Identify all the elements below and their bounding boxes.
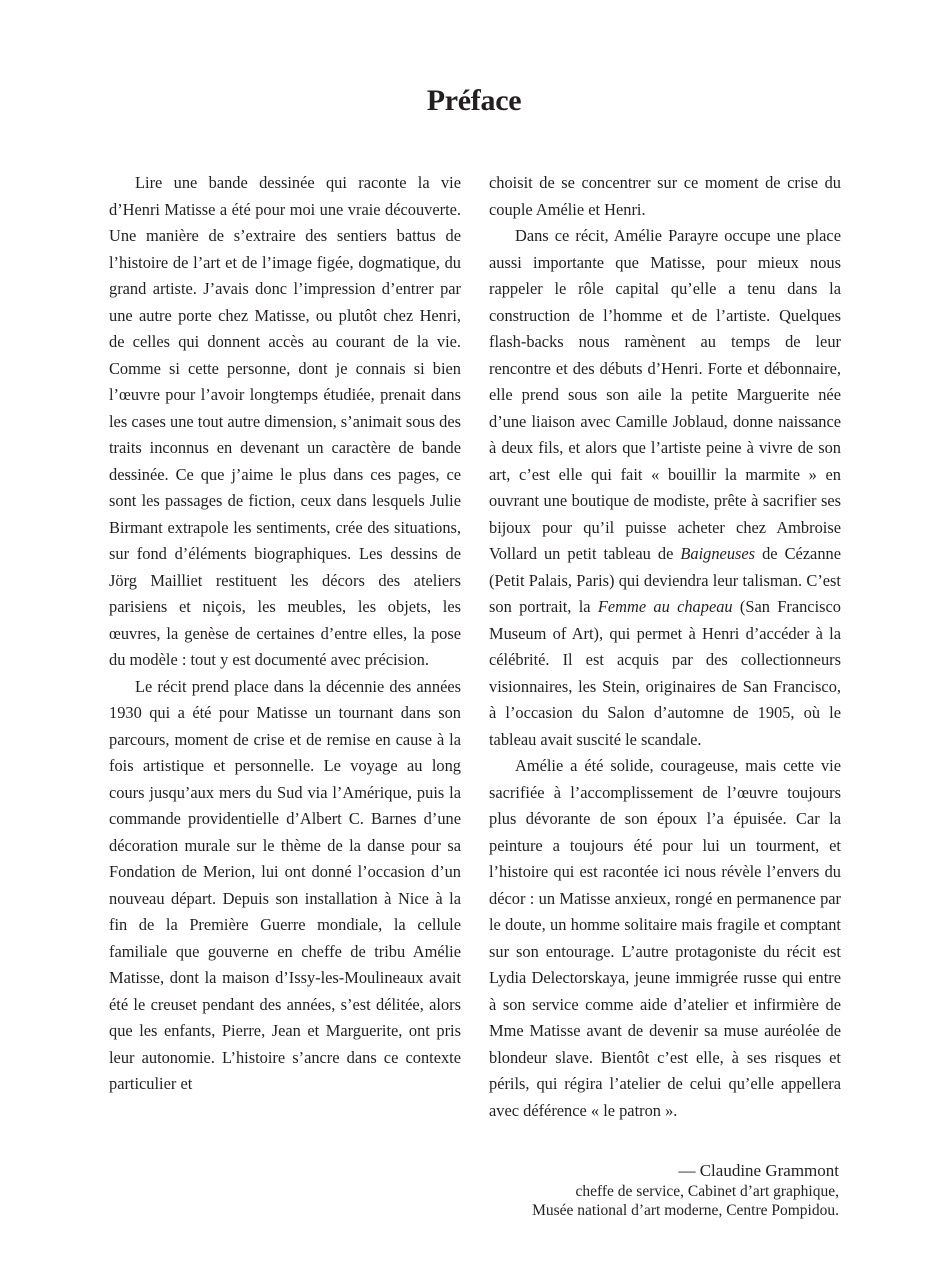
paragraph-3-text-c: (San Francisco Museum of Art), qui permet à Henri d’accéder à la célébrité. Il est acquis par des collectionneurs visionnaires, les Stein, originaires de San Francisco, à l’occasion du Salon d’automne de 1905, où le tableau avait suscité le scandale. <box>489 597 841 749</box>
page-title: Préface <box>426 84 522 117</box>
paragraph-2-continued: choisit de se concentrer sur ce moment de crise du couple Amélie et Henri. <box>489 173 841 219</box>
paragraph-3-text-a: Dans ce récit, Amélie Parayre occupe une place aussi importante que Matisse, pour mieux nous rappeler le rôle capital qu’elle a tenu dans la construction de l’homme et de l’artiste. Quelques flash-backs nous ramènent au temps de leur rencontre et des débuts d’Henri. Forte et débonnaire, elle prend sous son aile la petite Marguerite née d’une liaison avec Camille Joblaud, donne naissance à deux fils, et alors que l’artiste peine à vivre de son art, c’est elle qui fait « bouillir la marmite » en ouvrant une boutique de modiste, prête à sacrifier ses bijoux pour qu’il puisse acheter chez Ambroise Vollard un petit tableau de <box>489 226 841 563</box>
paragraph-3-text-b: de Cézanne (Petit Palais, Paris) qui deviendra leur talisman. C’est son portrait, la <box>489 544 841 616</box>
paragraph-1: Lire une bande dessinée qui raconte la vie d’Henri Matisse a été pour moi une vraie découverte. Une manière de s’extraire des sentiers battus de l’histoire de l’art et de l’image figée, dogmatique, du grand artiste. J’avais donc l’impression d’entrer par une autre porte chez Matisse, ou plutôt chez Henri, de celles qui donnent accès au courant de la vie. Comme si cette personne, dont je connais si bien l’œuvre pour l’avoir longtemps étudiée, prenait dans les cases une tout autre dimension, s’animait sous des traits inconnus en devenant un caractère de bande dessinée. Ce que j’aime le plus dans ces pages, ce sont les passages de fiction, ceux dans lesquels Julie Birmant extrapole les sentiments, crée des situations, sur fond d’éléments biographiques. Les dessins de Jörg Mailliet restituent les décors des ateliers parisiens et niçois, les meubles, les objets, les œuvres, la genèse de certaines d’entre elles, la pose du modèle : tout y est documenté avec précision. <box>109 173 461 669</box>
author-title: cheffe de service, Cabinet d’art graphique, <box>575 1183 839 1200</box>
paragraph-4: Amélie a été solide, courageuse, mais cette vie sacrifiée à l’accomplissement de l’œuvre toujours plus dévorante de son époux l’a épuisée. Car la peinture a toujours été pour lui un tourment, et l’histoire qui est racontée ici nous révèle l’envers du décor : un Matisse anxieux, rongé en permanence par le doute, un homme solitaire mais fragile et comptant sur son entourage. L’autre protagoniste du récit est Lydia Delectorskaya, jeune immigrée russe qui entre à son service comme aide d’atelier et infirmière de Mme Matisse avant de devenir sa muse auréolée de blondeur slave. Bientôt c’est elle, à ses risques et périls, qui régira l’atelier de celui qu’elle appellera avec déférence « le patron ». <box>489 756 841 1120</box>
signature-block <box>532 1160 839 1220</box>
left-column <box>109 170 461 1124</box>
text-columns <box>109 170 841 1124</box>
paragraph-2: Le récit prend place dans la décennie des années 1930 qui a été pour Matisse un tournant dans son parcours, moment de crise et de remise en cause à la fois artistique et personnelle. Le voyage au long cours jusqu’aux mers du Sud via l’Amérique, puis la commande providentielle d’Albert C. Barnes d’une décoration murale sur le thème de la danse pour sa Fondation de Merion, lui ont donné l’occasion d’un nouveau départ. Depuis son installation à Nice à la fin de la Première Guerre mondiale, la cellule familiale que gouverne en cheffe de tribu Amélie Matisse, dont la maison d’Issy-les-Moulineaux avait été le creuset pendant des années, s’est délitée, alors que les enfants, Pierre, Jean et Marguerite, ont pris leur autonomie. L’histoire s’ancre dans ce contexte particulier et <box>109 676 461 1093</box>
author-name: — Claudine Grammont <box>678 1161 839 1180</box>
paragraph-3 <box>489 223 841 753</box>
author-institution: Musée national d’art moderne, Centre Pompidou. <box>532 1202 839 1219</box>
right-column <box>489 170 841 1124</box>
artwork-title-femme-au-chapeau: Femme au chapeau <box>597 597 733 616</box>
artwork-title-baigneuses: Baigneuses <box>680 544 756 563</box>
